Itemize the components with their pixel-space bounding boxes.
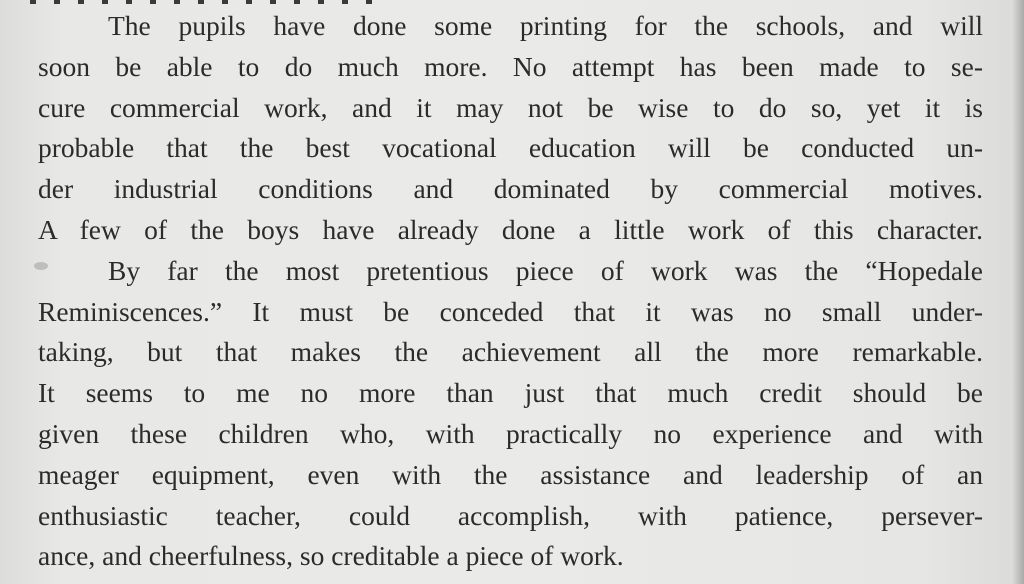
text-line: cure commercial work, and it may not be wise to do so, yet it is [38,91,983,123]
body-text [38,6,983,577]
text-line: taking, but that makes the achievement all the more remarkable. [38,336,983,368]
text-line: soon be able to do much more. No attempt has been made to se- [38,50,983,82]
text-line: enthusiastic teacher, could accomplish, with patience, persever- [38,499,983,531]
text-line: given these children who, with practically no experience and with [38,417,983,449]
text-line: The pupils have done some printing for the schools, and will [108,10,983,41]
text-line: By far the most pretentious piece of work was the “Hopedale [108,254,983,286]
paragraph-1 [38,6,983,251]
text-line: der industrial conditions and dominated by commercial motives. [38,173,983,205]
cropped-previous-line [30,0,410,4]
text-line: ance, and cheerfulness, so creditable a piece of work. [38,540,624,572]
text-line: probable that the best vocational education will be conducted un- [38,132,983,164]
text-line: A few of the boys have already done a little work of this character. [38,213,983,245]
text-line: Reminiscences.” It must be conceded that it was no small under- [38,295,983,327]
paragraph-2 [38,251,983,577]
page-edge-shadow [1012,0,1024,584]
text-line: meager equipment, even with the assistance and leadership of an [38,458,983,490]
text-line: It seems to me no more than just that much credit should be [38,377,983,409]
